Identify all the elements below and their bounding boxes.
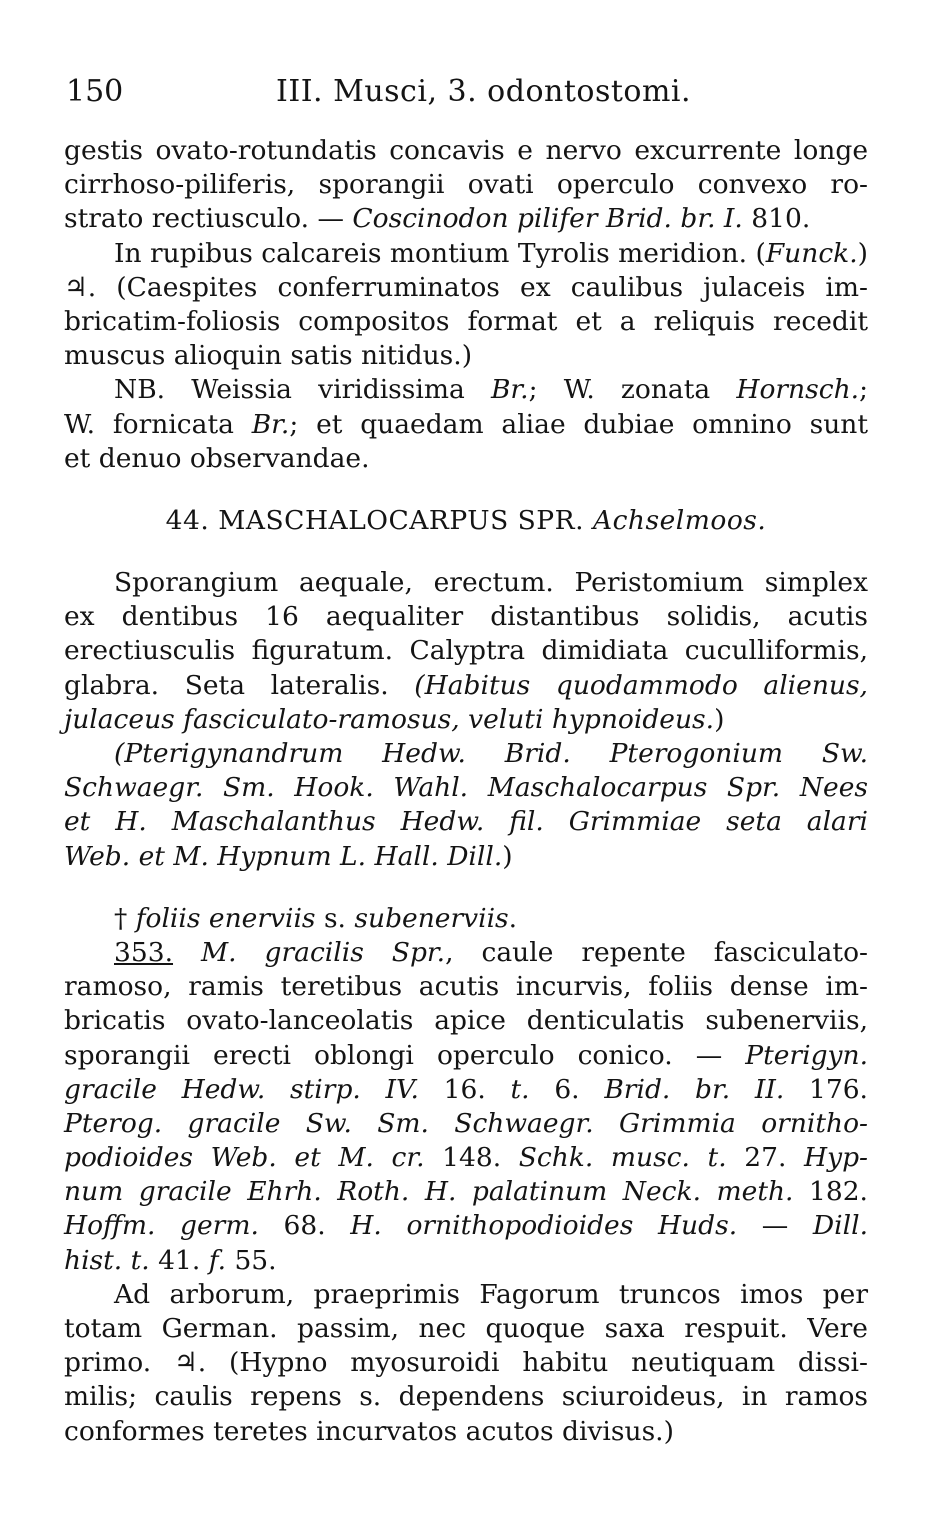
paragraph [64, 373, 868, 476]
text-segment: f. [208, 1244, 227, 1276]
text-segment: . [508, 902, 518, 934]
text-segment: 41. [149, 1244, 209, 1276]
text-line [64, 805, 868, 839]
page-body [64, 134, 868, 1449]
text-line [64, 134, 868, 168]
text-segment: conformes teretes incurvatos acutos divisus.) [64, 1415, 674, 1447]
text-line [64, 339, 868, 373]
text-segment: Hornsch. [736, 374, 860, 406]
text-segment: et denuo observandae. [64, 442, 370, 474]
paragraph [64, 134, 868, 237]
text-segment: W. fornicata [64, 408, 252, 440]
text-segment: Hoffm. germ. [64, 1210, 259, 1242]
page-number: 150 [66, 74, 124, 109]
text-segment: — [737, 1210, 813, 1242]
paragraph-gap [64, 538, 868, 566]
paragraph [64, 237, 868, 374]
text-segment: 68. [258, 1210, 351, 1242]
text-line [64, 634, 868, 668]
text-segment: Ad arborum, praeprimis Fagorum truncos imos per [114, 1278, 868, 1310]
text-line [64, 840, 868, 874]
text-segment: (Pterigynandrum Hedw. Brid. Pterogonium Sw. [114, 738, 868, 769]
text-segment: podioides Web. et M. cr. [64, 1142, 425, 1174]
text-line [64, 1004, 868, 1038]
text-line [64, 202, 868, 236]
text-segment: ; [859, 374, 868, 406]
text-segment: 182. [793, 1176, 868, 1208]
text-line [64, 1415, 868, 1449]
text-line [64, 600, 868, 634]
text-segment: M. gracilis Spr. [173, 936, 446, 968]
text-line [64, 703, 868, 737]
text-line [64, 771, 868, 805]
text-line [64, 1346, 868, 1380]
text-line [64, 504, 868, 538]
text-segment: 6. [529, 1073, 605, 1105]
text-line [64, 168, 868, 202]
text-line [64, 1141, 868, 1175]
text-segment: muscus alioquin satis nitidus.) [64, 340, 473, 372]
text-segment: 176. [784, 1073, 868, 1105]
text-segment: gracile Hedw. stirp. IV. [64, 1073, 419, 1105]
paragraph [64, 936, 868, 1278]
text-segment: Achselmoos. [592, 504, 767, 536]
text-segment: 55. [226, 1244, 277, 1276]
text-segment: foliis enerviis [135, 902, 316, 934]
text-segment: 27. [726, 1142, 804, 1174]
paragraph [64, 737, 868, 874]
text-line [64, 1107, 868, 1141]
text-segment: glabra. Seta lateralis. [64, 669, 415, 701]
text-line [64, 1380, 868, 1414]
text-segment: ) [857, 237, 868, 269]
text-segment: 16. [418, 1073, 511, 1105]
text-segment: subenerviis [354, 902, 509, 934]
text-segment: Pterigyn. [745, 1039, 868, 1071]
text-line [64, 442, 868, 476]
text-segment: ramoso, ramis teretibus acutis incurvis, foliis dense im- [64, 971, 868, 1003]
text-segment: ex dentibus 16 aequaliter distantibus solidis, acutis [64, 601, 868, 633]
text-segment: Br. [490, 374, 529, 406]
text-line [64, 936, 868, 970]
text-segment: , caule repente fasciculato- [445, 936, 868, 968]
text-line [64, 970, 868, 1004]
text-segment: NB. Weissia viridissima [114, 374, 491, 406]
text-line [64, 737, 868, 771]
text-segment: Brid. br. II. [604, 1073, 785, 1105]
text-segment: Pterog. gracile Sw. Sm. Schwaegr. Grimmia ornitho- [64, 1107, 868, 1139]
text-segment: 353. [114, 936, 174, 968]
text-line [64, 1312, 868, 1346]
text-line [64, 669, 868, 703]
text-line [64, 1278, 868, 1312]
text-segment: Sporangium aequale, erectum. Peristomium simplex [114, 567, 868, 599]
paragraph-gap [64, 476, 868, 504]
text-segment: Schk. musc. t. [518, 1142, 727, 1174]
text-segment: Coscinodon pilifer Brid. br. I. [352, 203, 743, 235]
text-line [64, 902, 868, 936]
text-segment: hist. t. [64, 1244, 150, 1276]
section-heading [64, 504, 868, 538]
running-title: III. Musci, 3. odontostomi. [276, 74, 692, 109]
text-segment: t. [510, 1073, 530, 1105]
text-segment: 810. [742, 203, 811, 235]
text-segment: Hyp- [803, 1142, 868, 1174]
text-segment: ; et quaedam aliae dubiae omnino sunt [289, 408, 868, 440]
text-line [64, 373, 868, 407]
text-segment: num gracile Ehrh. Roth. H. palatinum Neck. meth. [64, 1176, 794, 1208]
paragraph [64, 566, 868, 737]
text-segment: bricatim-foliosis compositos format et a reliquis recedit [64, 305, 868, 337]
text-segment: erectiusculis figuratum. Calyptra dimidiata cuculliformis, [64, 635, 868, 667]
text-segment: Funck. [765, 237, 858, 269]
text-segment: ; W. zonata [528, 374, 737, 406]
text-segment: 44. MASCHALOCARPUS SPR. [165, 504, 593, 536]
text-segment: bricatis ovato-lanceolatis apice denticulatis subenerviis, [64, 1005, 868, 1037]
paragraph [64, 902, 868, 936]
text-line [64, 271, 868, 305]
text-segment: sporangii erecti oblongi operculo conico. — [64, 1039, 746, 1071]
text-segment: 148. [424, 1142, 519, 1174]
text-segment: In rupibus calcareis montium Tyrolis meridion. ( [114, 237, 766, 269]
text-segment: et H. Maschalanthus Hedw. fil. Grimmiae seta alari [64, 806, 868, 838]
text-segment: Web. et M. Hypnum L. Hall. Dill. [64, 840, 503, 872]
text-line [64, 237, 868, 271]
text-line [64, 1209, 868, 1243]
text-line [64, 1039, 868, 1073]
text-segment: ) [502, 840, 513, 872]
text-segment: strato rectiusculo. — [64, 203, 353, 235]
text-line [64, 1073, 868, 1107]
text-segment: ) [714, 703, 725, 735]
text-line [64, 566, 868, 600]
text-line [64, 1175, 868, 1209]
text-segment: Br. [251, 408, 290, 440]
text-segment: primo. ♃. (Hypno myosuroidi habitu neutiquam dissi- [64, 1347, 868, 1379]
text-segment: totam German. passim, nec quoque saxa respuit. Vere [64, 1313, 868, 1344]
text-line [64, 1244, 868, 1278]
text-segment: H. ornithopodioides Huds. [350, 1210, 738, 1242]
text-segment: (Habitus quodammodo alienus, [414, 669, 868, 701]
page-header [0, 68, 930, 118]
text-segment: ♃. (Caespites conferruminatos ex caulibus julaceis im- [64, 271, 868, 303]
text-segment: gestis ovato-rotundatis concavis e nervo excurrente longe [64, 135, 868, 166]
text-segment: Schwaegr. Sm. Hook. Wahl. Maschalocarpus Spr. Nees [64, 772, 868, 804]
text-segment: milis; caulis repens s. dependens sciuroideus, in ramos [64, 1381, 868, 1413]
text-segment: cirrhoso-piliferis, sporangii ovati operculo convexo ro- [64, 169, 868, 201]
text-segment: Dill. [812, 1210, 868, 1242]
text-line [64, 305, 868, 339]
paragraph-gap [64, 874, 868, 902]
text-segment: julaceus fasciculato-ramosus, veluti hypnoideus. [64, 703, 715, 735]
text-segment: † [114, 902, 136, 934]
text-segment: s. [315, 902, 355, 934]
text-line [64, 408, 868, 442]
paragraph [64, 1278, 868, 1449]
